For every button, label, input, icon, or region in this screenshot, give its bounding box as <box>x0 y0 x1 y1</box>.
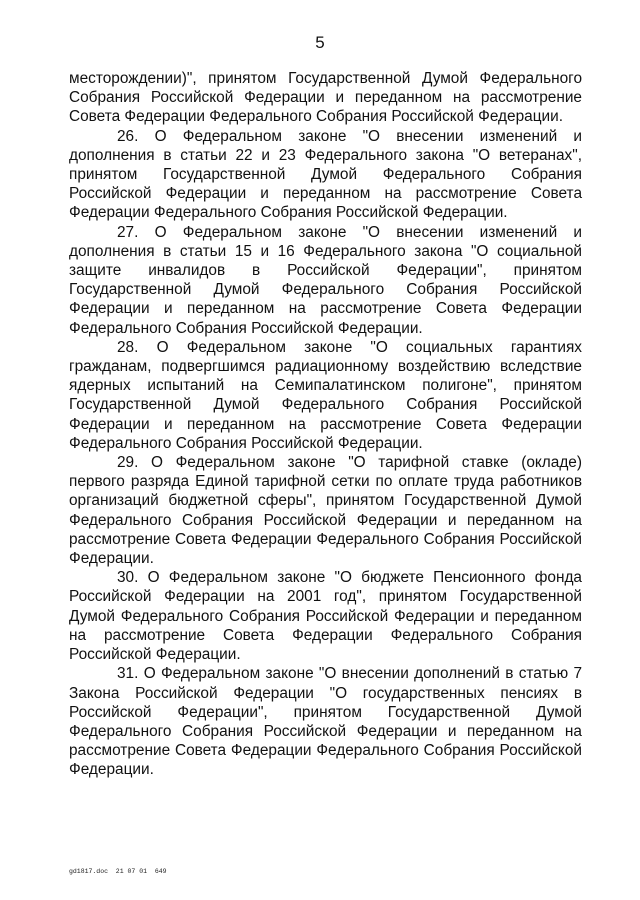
page-number: 5 <box>315 33 325 52</box>
footer-file-reference: gd1817.doc 21 07 01 649 <box>69 868 167 875</box>
paragraph-item-26: 26. О Федеральном законе "О внесении изменений и дополнения в статьи 22 и 23 Федерального закона "О ветеранах", принятом Государственной Думой Федерального Собрания Российской Федерации и переданном на рассмотрение Совета Федерации Федерального Собрания Российской Федерации. <box>69 127 582 222</box>
paragraph-item-27: 27. О Федеральном законе "О внесении изменений и дополнения в статьи 15 и 16 Федерального закона "О социальной защите инвалидов в Российской Федерации", принятом Государственной Думой Федерального Собрания Российской Федерации и переданном на рассмотрение Совета Федерации Федерального Собрания Российской Федерации. <box>69 223 582 337</box>
paragraph-item-30: 30. О Федеральном законе "О бюджете Пенсионного фонда Российской Федерации на 2001 год", принятом Государственной Думой Федерального Собрания Российской Федерации и переданном на рассмотрение Совета Федерации Федерального Собрания Российской Федерации. <box>69 569 582 664</box>
paragraph-item-28: 28. О Федеральном законе "О социальных гарантиях гражданам, подвергшимся радиационному воздействию вследствие ядерных испытаний на Семипалатинском полигоне", принятом Государственной Думой Федерального Собрания Российской Федерации и переданном на рассмотрение Совета Федерации Федерального Собрания Российской Федерации. <box>69 338 582 452</box>
paragraph-item-31: 31. О Федеральном законе "О внесении дополнений в статью 7 Закона Российской Федерации "О государственных пенсиях в Российской Федерации", принятом Государственной Думой Федерального Собрания Российской Федерации и переданном на рассмотрение Совета Федерации Федерального Собрания Российской Федерации. <box>69 665 582 779</box>
paragraph-item-29: 29. О Федеральном законе "О тарифной ставке (окладе) первого разряда Единой тарифной сетки по оплате труда работников организаций бюджетной сферы", принятом Государственной Думой Федерального Собрания Российской Федерации и переданном на рассмотрение Совета Федерации Федерального Собрания Российской Федерации. <box>69 454 582 568</box>
document-body <box>69 69 582 780</box>
paragraph-continuation: месторождении)", принятом Государственной Думой Федерального Собрания Российской Федерации и переданном на рассмотрение Совета Федерации Федерального Собрания Российской Федерации. <box>69 70 582 126</box>
